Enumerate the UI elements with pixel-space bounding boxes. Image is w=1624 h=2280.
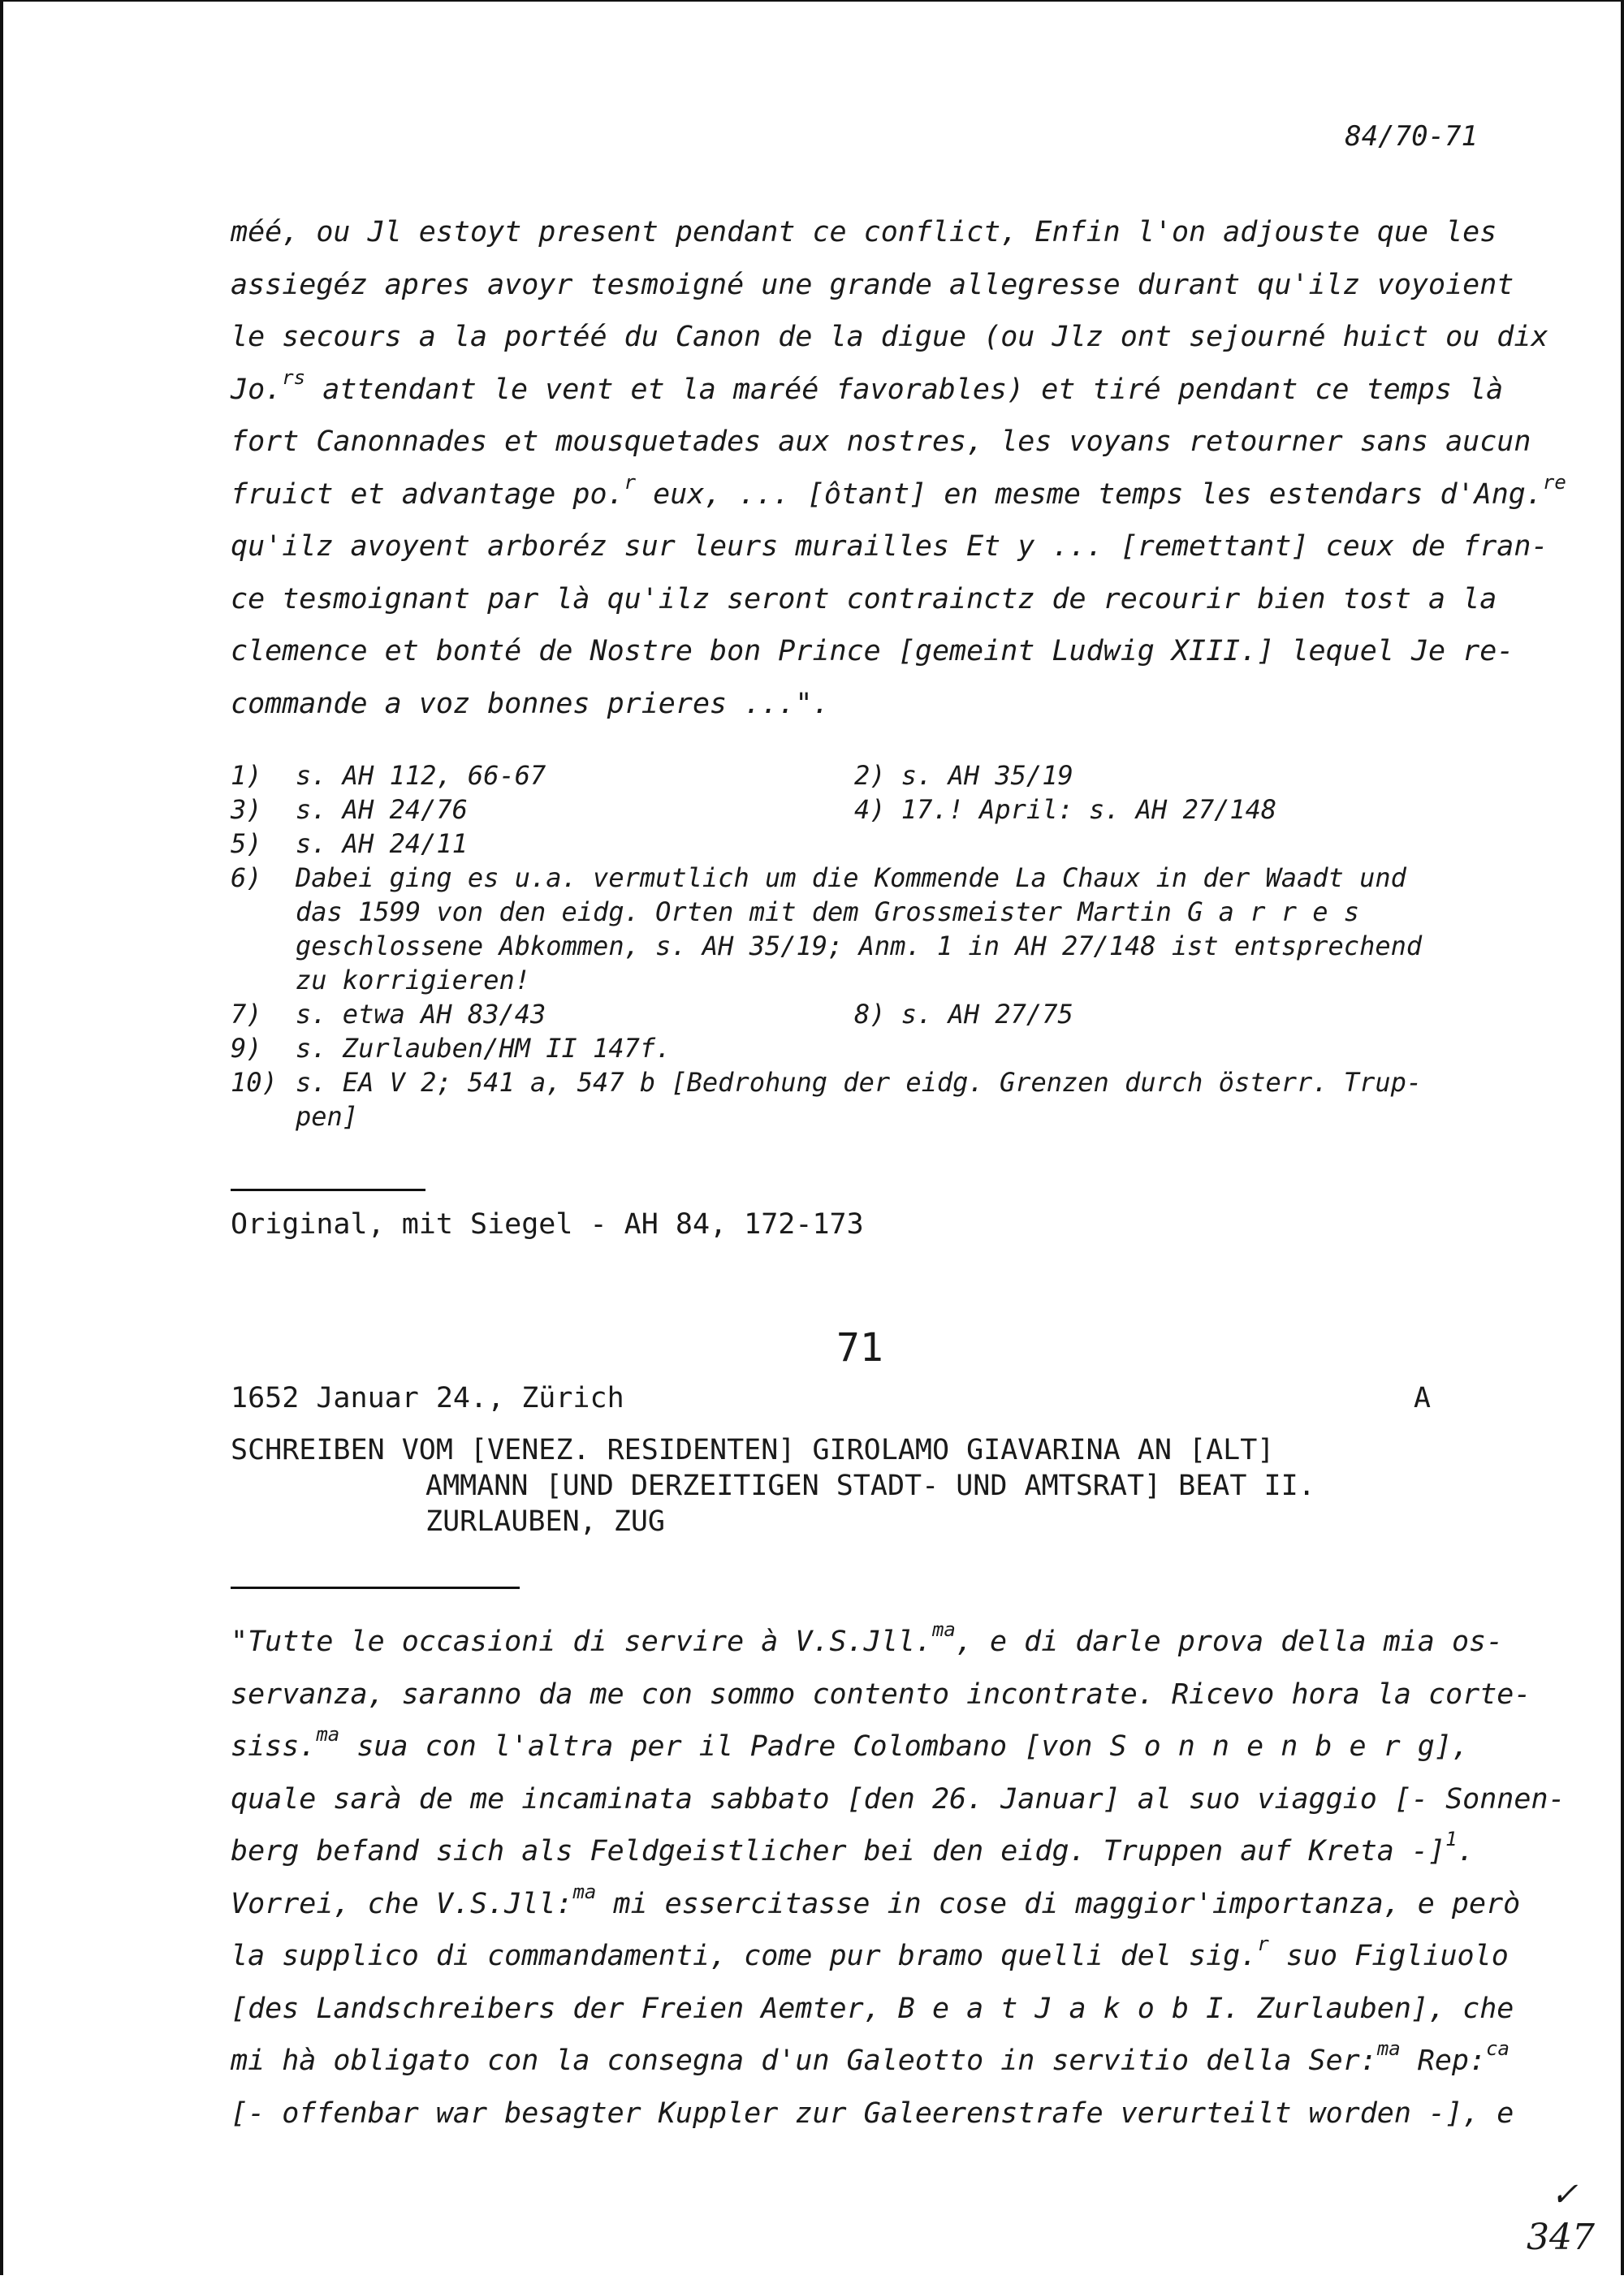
text-segment: quale sarà de me incaminata sabbato [den 26. Januar] al suo viaggio [- Sonnen- (231, 1782, 1566, 1816)
footnote-number (854, 997, 1073, 1031)
text-line (231, 1669, 1531, 1721)
text-segment: commande a voz bonnes prieres ...". (231, 687, 830, 720)
footnote-text: s. AH 24/11 (296, 828, 468, 859)
text-line (231, 469, 1566, 521)
document-number: 71 (836, 1325, 883, 1371)
footnote-text: s. AH 112, 66-67 (296, 760, 546, 791)
footnote-row (231, 929, 1497, 963)
text-segment: . (1457, 1835, 1475, 1868)
text-segment: fruict et advantage po. (231, 477, 624, 511)
footnote-row (231, 1031, 1497, 1065)
text-segment: , e di darle prova della mia os- (955, 1626, 1504, 1658)
superscript: r (1257, 1932, 1269, 1955)
footnote-number: 6) (231, 862, 262, 893)
section-divider (231, 1189, 425, 1191)
superscript: ma (1376, 2037, 1401, 2060)
source-note: Original, mit Siegel - AH 84, 172-173 (231, 1208, 864, 1241)
text-line (231, 678, 1497, 731)
text-segment: la supplico di commandamenti, come pur bramo quelli del sig. (231, 1940, 1258, 1972)
document-title-line: AMMANN [UND DERZEITIGEN STADT- UND AMTSRAT] BEAT II. (425, 1470, 1315, 1502)
handwritten-check-mark: ✓ (1551, 2176, 1579, 2213)
text-segment: clemence et bonté de Nostre bon Prince [gemeint Ludwig XIII.] lequel Je re- (231, 635, 1514, 667)
footnote-text: s. AH 27/75 (901, 999, 1073, 1030)
superscript: ma (316, 1723, 340, 1746)
footnote-text: s. etwa AH 83/43 (296, 999, 546, 1030)
letter-text (231, 1616, 1566, 2140)
footnote-row (231, 758, 1497, 792)
document-title (231, 1432, 1315, 1539)
footnote-text: zu korrigieren! (296, 965, 530, 995)
text-segment: qu'ilz avoyent arboréz sur leurs murailles Et y ... [remettant] ceux de fran- (231, 530, 1548, 563)
text-segment: mi hà obligato con la consegna d'un Galeotto in servitio della Ser: (231, 2045, 1377, 2077)
superscript: rs (282, 365, 306, 389)
text-line (231, 1825, 1497, 1878)
document-title-line: SCHREIBEN VOM [VENEZ. RESIDENTEN] GIROLAMO GIAVARINA AN [ALT] (231, 1434, 1275, 1466)
text-line (231, 1983, 1514, 2036)
footnote-number: 1) (231, 760, 262, 791)
text-line (231, 1930, 1509, 1983)
footnote-text: s. AH 24/76 (296, 794, 468, 825)
footnote-text: s. Zurlauben/HM II 147f. (296, 1033, 672, 1064)
footnote-row (231, 895, 1497, 929)
section-divider (231, 1587, 520, 1589)
text-line (231, 1773, 1566, 1826)
text-segment: Jo. (231, 373, 283, 406)
footnote-text: geschlossene Abkommen, s. AH 35/19; Anm. 1 in AH 27/148 ist entsprechend (296, 931, 1423, 961)
footnote-number: 4) (854, 794, 886, 825)
text-segment: eux, ... [ôtant] en mesme temps les estendars d'Ang. (636, 477, 1543, 511)
text-line (231, 625, 1514, 678)
text-segment: fort Canonnades et mousquetades aux nostres, les voyans retourner sans aucun (231, 425, 1531, 458)
text-line (231, 2035, 1510, 2088)
handwritten-page-number: 347 (1527, 2217, 1595, 2258)
footnote-text: 17.! April: s. AH 27/148 (901, 794, 1277, 825)
superscript: 1 (1445, 1828, 1458, 1850)
text-segment: Rep: (1400, 2045, 1487, 2077)
footnote-text: das 1599 von den eidg. Orten mit dem Grossmeister Martin G a r r e s (296, 896, 1360, 927)
footnote-number (854, 758, 1073, 792)
footnote-number: 9) (231, 1033, 262, 1064)
text-segment: ce tesmoignant par là qu'ilz seront contrainctz de recourir bien tost a la (231, 582, 1497, 615)
text-segment: siss. (231, 1730, 317, 1763)
text-segment: le secours a la portéé du Canon de la digue (ou Jlz ont sejourné huict ou dix (231, 321, 1548, 353)
continuation-text (231, 206, 1566, 730)
footnote-number: 2) (854, 760, 886, 791)
text-line (231, 311, 1548, 364)
footnote-number: 5) (231, 828, 262, 859)
footnote-text: s. EA V 2; 541 a, 547 b [Bedrohung der eidg. Grenzen durch österr. Trup- (296, 1067, 1423, 1098)
superscript: ma (931, 1618, 956, 1641)
text-segment: "Tutte le occasioni di servire à V.S.Jll. (231, 1626, 932, 1658)
page-reference: 84/70-71 (1345, 120, 1478, 153)
footnote-text: s. AH 35/19 (901, 760, 1073, 791)
superscript: re (1542, 470, 1566, 494)
footnote-row (231, 1099, 1497, 1134)
text-segment: attendant le vent et la maréé favorables) et tiré pendant ce temps là (305, 373, 1504, 406)
text-segment: méé, ou Jl estoyt present pendant ce conflict, Enfin l'on adjouste que les (231, 216, 1497, 248)
footnote-row (231, 827, 1497, 861)
text-line (231, 1616, 1504, 1669)
footnote-text: Dabei ging es u.a. vermutlich um die Kommende La Chaux in der Waadt und (296, 862, 1406, 893)
text-line (231, 1878, 1521, 1931)
document-type-letter: A (1413, 1382, 1431, 1414)
text-segment: berg befand sich als Feldgeistlicher bei den eidg. Truppen auf Kreta -] (231, 1835, 1446, 1868)
footnote-number: 3) (231, 794, 262, 825)
text-segment: Vorrei, che V.S.Jll: (231, 1887, 573, 1920)
text-line (231, 573, 1497, 626)
text-line (231, 364, 1504, 417)
footnotes (231, 758, 1497, 1134)
text-line (231, 1721, 1497, 1773)
text-line (231, 520, 1548, 573)
superscript: ca (1486, 2037, 1510, 2060)
text-line (231, 259, 1514, 312)
footnote-row (231, 861, 1497, 895)
text-segment: [- offenbar war besagter Kuppler zur Galeerenstrafe verurteilt worden -], e (231, 2096, 1514, 2130)
text-line (231, 2088, 1514, 2140)
document-title-line: ZURLAUBEN, ZUG (425, 1505, 666, 1538)
text-segment: [des Landschreibers der Freien Aemter, B e a t J a k o b I. Zurlauben], che (231, 1992, 1514, 2025)
text-line (231, 206, 1497, 259)
text-segment: servanza, saranno da me con sommo contento incontrate. Ricevo hora la corte- (231, 1678, 1531, 1711)
text-line (231, 416, 1531, 469)
footnote-row (231, 792, 1497, 827)
footnote-row (231, 997, 1497, 1031)
superscript: ma (572, 1880, 597, 1903)
text-segment: sua con l'altra per il Padre Colombano [von S o n n e n b e r g], (339, 1730, 1470, 1763)
text-segment: suo Figliuolo (1268, 1940, 1509, 1972)
text-segment: mi essercitasse in cose di maggior'importanza, e però (596, 1887, 1521, 1920)
footnote-row (231, 963, 1497, 997)
date-place: 1652 Januar 24., Zürich (231, 1382, 624, 1414)
footnote-number: 7) (231, 999, 262, 1030)
text-segment: assiegéz apres avoyr tesmoigné une grande allegresse durant qu'ilz voyoient (231, 268, 1514, 301)
footnote-row (231, 1065, 1497, 1099)
footnote-text: pen] (296, 1101, 359, 1132)
footnote-number (854, 792, 1276, 827)
footnote-number: 8) (854, 999, 886, 1030)
footnote-number: 10) (231, 1067, 278, 1098)
superscript: r (624, 470, 637, 494)
